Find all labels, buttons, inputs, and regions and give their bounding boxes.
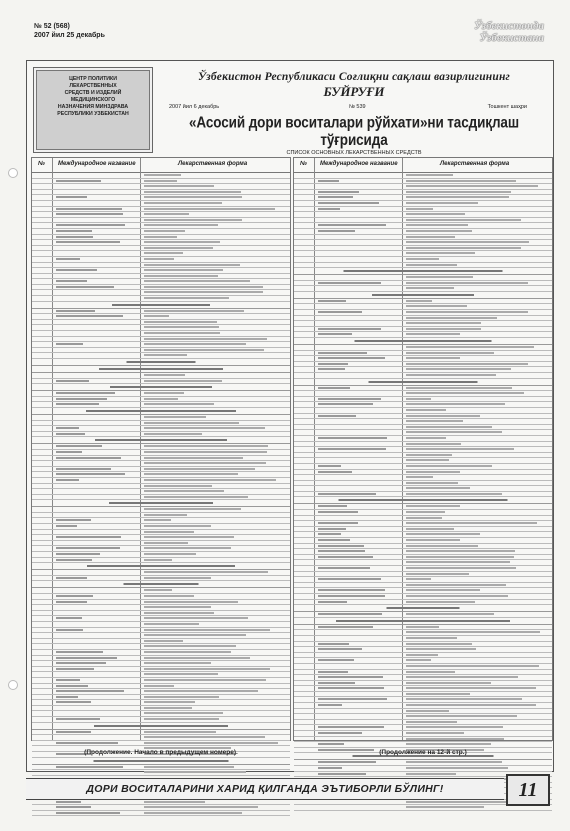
center-logo-box bbox=[33, 67, 153, 153]
table-section-row bbox=[32, 563, 290, 570]
page-number: 11 bbox=[506, 774, 550, 806]
table-section-row bbox=[32, 437, 290, 444]
table-section-row bbox=[32, 384, 290, 391]
table-rows bbox=[294, 173, 552, 811]
table-section-row bbox=[294, 338, 552, 345]
logo-line: ЦЕНТР ПОЛИТИКИ bbox=[69, 76, 117, 82]
table-section-row bbox=[294, 497, 552, 504]
document-frame bbox=[26, 60, 554, 772]
document-title: «Асосий дори воситалари рўйхати»ни тасдиқлаш тўғрисида bbox=[188, 113, 519, 149]
table-section-row bbox=[32, 723, 290, 730]
col-name-header: Международное название bbox=[58, 161, 136, 167]
table-section-row bbox=[32, 500, 290, 507]
table-section-row bbox=[32, 366, 290, 373]
order-heading: БУЙРУҒИ bbox=[323, 84, 385, 99]
order-number: № 539 bbox=[349, 104, 366, 110]
drug-table-left bbox=[31, 157, 291, 741]
binder-hole bbox=[8, 168, 18, 178]
logo-line: РЕСПУБЛИКИ УЗБЕКИСТАН bbox=[57, 111, 129, 117]
logo-line: ЛЕКАРСТВЕННЫХ bbox=[69, 83, 117, 89]
col-form-header: Лекарственная форма bbox=[178, 161, 248, 167]
table-section-row bbox=[294, 618, 552, 625]
order-dateline bbox=[159, 104, 549, 114]
order-date: 2007 йил 6 декабрь bbox=[169, 104, 220, 110]
table-header bbox=[294, 158, 552, 173]
col-no-header: № bbox=[38, 161, 45, 167]
slogan-bar: ДОРИ ВОСИТАЛАРИНИ ХАРИД ҚИЛГАНДА ЭЪТИБОРЛИ БЎЛИНГ! bbox=[26, 778, 504, 800]
table-header bbox=[32, 158, 290, 173]
masthead-line-2: Ўзбекистана bbox=[479, 32, 544, 44]
table-row bbox=[32, 811, 290, 817]
col-name-header: Международное название bbox=[320, 161, 398, 167]
document-subtitle: СПИСОК ОСНОВНЫХ ЛЕКАРСТВЕННЫХ СРЕДСТВ bbox=[286, 150, 422, 156]
drug-table-right bbox=[293, 157, 553, 741]
ministry-name: Ўзбекистон Республикаси Соғлиқни сақлаш вазирлигининг bbox=[197, 71, 510, 83]
binder-hole bbox=[8, 680, 18, 690]
title-block bbox=[159, 67, 549, 156]
issue-header bbox=[34, 22, 105, 40]
col-no-header: № bbox=[300, 161, 307, 167]
col-form-header: Лекарственная форма bbox=[440, 161, 510, 167]
issue-number: № 52 (568) bbox=[34, 23, 70, 30]
order-city: Тошкент шаҳри bbox=[487, 104, 527, 110]
logo-line: МЕДИЦИНСКОГО bbox=[70, 97, 116, 103]
table-section-row bbox=[294, 292, 552, 299]
table-section-row bbox=[32, 758, 290, 765]
issue-date: 2007 йил 25 декабрь bbox=[34, 32, 105, 39]
table-section-row bbox=[294, 268, 552, 275]
continuation-note-right: (Продолжение на 12-й стр.) bbox=[379, 749, 467, 756]
logo-line: НАЗНАЧЕНИЯ МИНЗДРАВА bbox=[57, 104, 129, 110]
masthead-line-1: Ўзбекистонда bbox=[474, 20, 544, 32]
newspaper-masthead bbox=[444, 20, 544, 54]
table-section-row bbox=[32, 359, 290, 366]
table-section-row bbox=[32, 581, 290, 588]
table-section-row bbox=[294, 605, 552, 612]
table-section-row bbox=[32, 302, 290, 309]
table-section-row bbox=[294, 379, 552, 386]
continuation-note-left: (Продолжение. Начало в предыдущем номере). bbox=[84, 749, 238, 756]
table-rows bbox=[32, 173, 290, 816]
table-section-row bbox=[32, 408, 290, 415]
logo-line: СРЕДСТВ И ИЗДЕЛИЙ bbox=[64, 90, 122, 96]
